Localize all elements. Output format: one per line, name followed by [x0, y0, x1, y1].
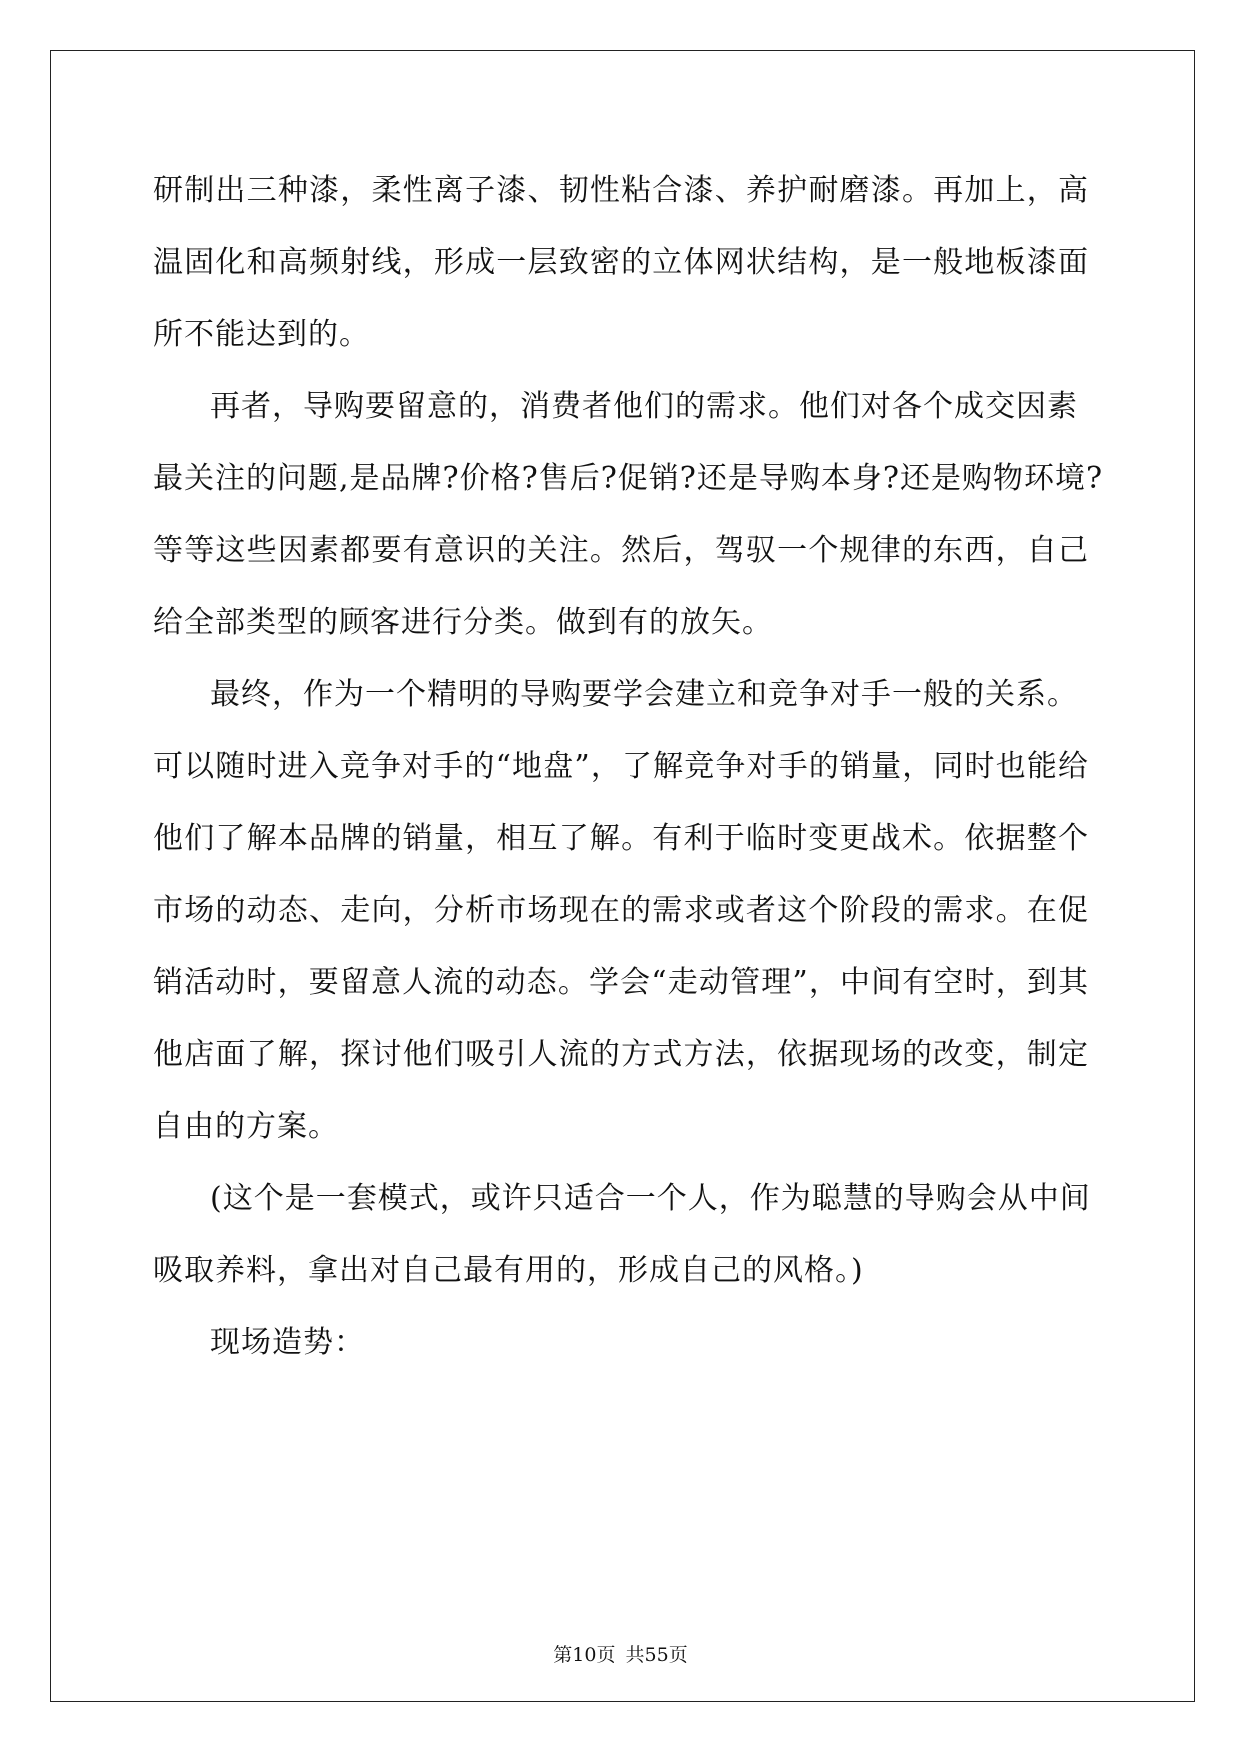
text-line: 市场的动态、走向，分析市场现在的需求或者这个阶段的需求。在促 [153, 893, 1089, 928]
section-heading: 现场造势： [210, 1325, 365, 1360]
text-line: 给全部类型的顾客进行分类。做到有的放矢。 [153, 605, 773, 640]
text-line: 等等这些因素都要有意识的关注。然后，驾驭一个规律的东西，自己 [153, 533, 1089, 568]
paragraph-first-line: 最终，作为一个精明的导购要学会建立和竞争对手一般的关系。 [210, 677, 1078, 712]
page-total: 共55页 [625, 1644, 688, 1666]
text-line: 自由的方案。 [153, 1109, 339, 1144]
text-line: 他们了解本品牌的销量，相互了解。有利于临时变更战术。依据整个 [153, 821, 1089, 856]
text-line: 研制出三种漆，柔性离子漆、韧性粘合漆、养护耐磨漆。再加上，高 [153, 173, 1089, 208]
text-line: 最关注的问题,是品牌?价格?售后?促销?还是导购本身?还是购物环境? [153, 461, 1104, 496]
paragraph-first-line: 再者，导购要留意的，消费者他们的需求。他们对各个成交因素 [210, 389, 1078, 424]
paragraph-first-line: (这个是一套模式，或许只适合一个人，作为聪慧的导购会从中间 [210, 1181, 1091, 1216]
text-line: 所不能达到的。 [153, 317, 370, 352]
page-number: 第10页 [553, 1644, 616, 1666]
text-line: 销活动时，要留意人流的动态。学会“走动管理”，中间有空时，到其 [153, 965, 1089, 1000]
page-footer [0, 1640, 1241, 1667]
page-border [50, 50, 1195, 1702]
text-line: 可以随时进入竞争对手的“地盘”，了解竞争对手的销量，同时也能给 [153, 749, 1089, 784]
text-line: 吸取养料，拿出对自己最有用的，形成自己的风格。) [153, 1253, 864, 1288]
text-line: 温固化和高频射线，形成一层致密的立体网状结构，是一般地板漆面 [153, 245, 1089, 280]
text-line: 他店面了解，探讨他们吸引人流的方式方法，依据现场的改变，制定 [153, 1037, 1089, 1072]
